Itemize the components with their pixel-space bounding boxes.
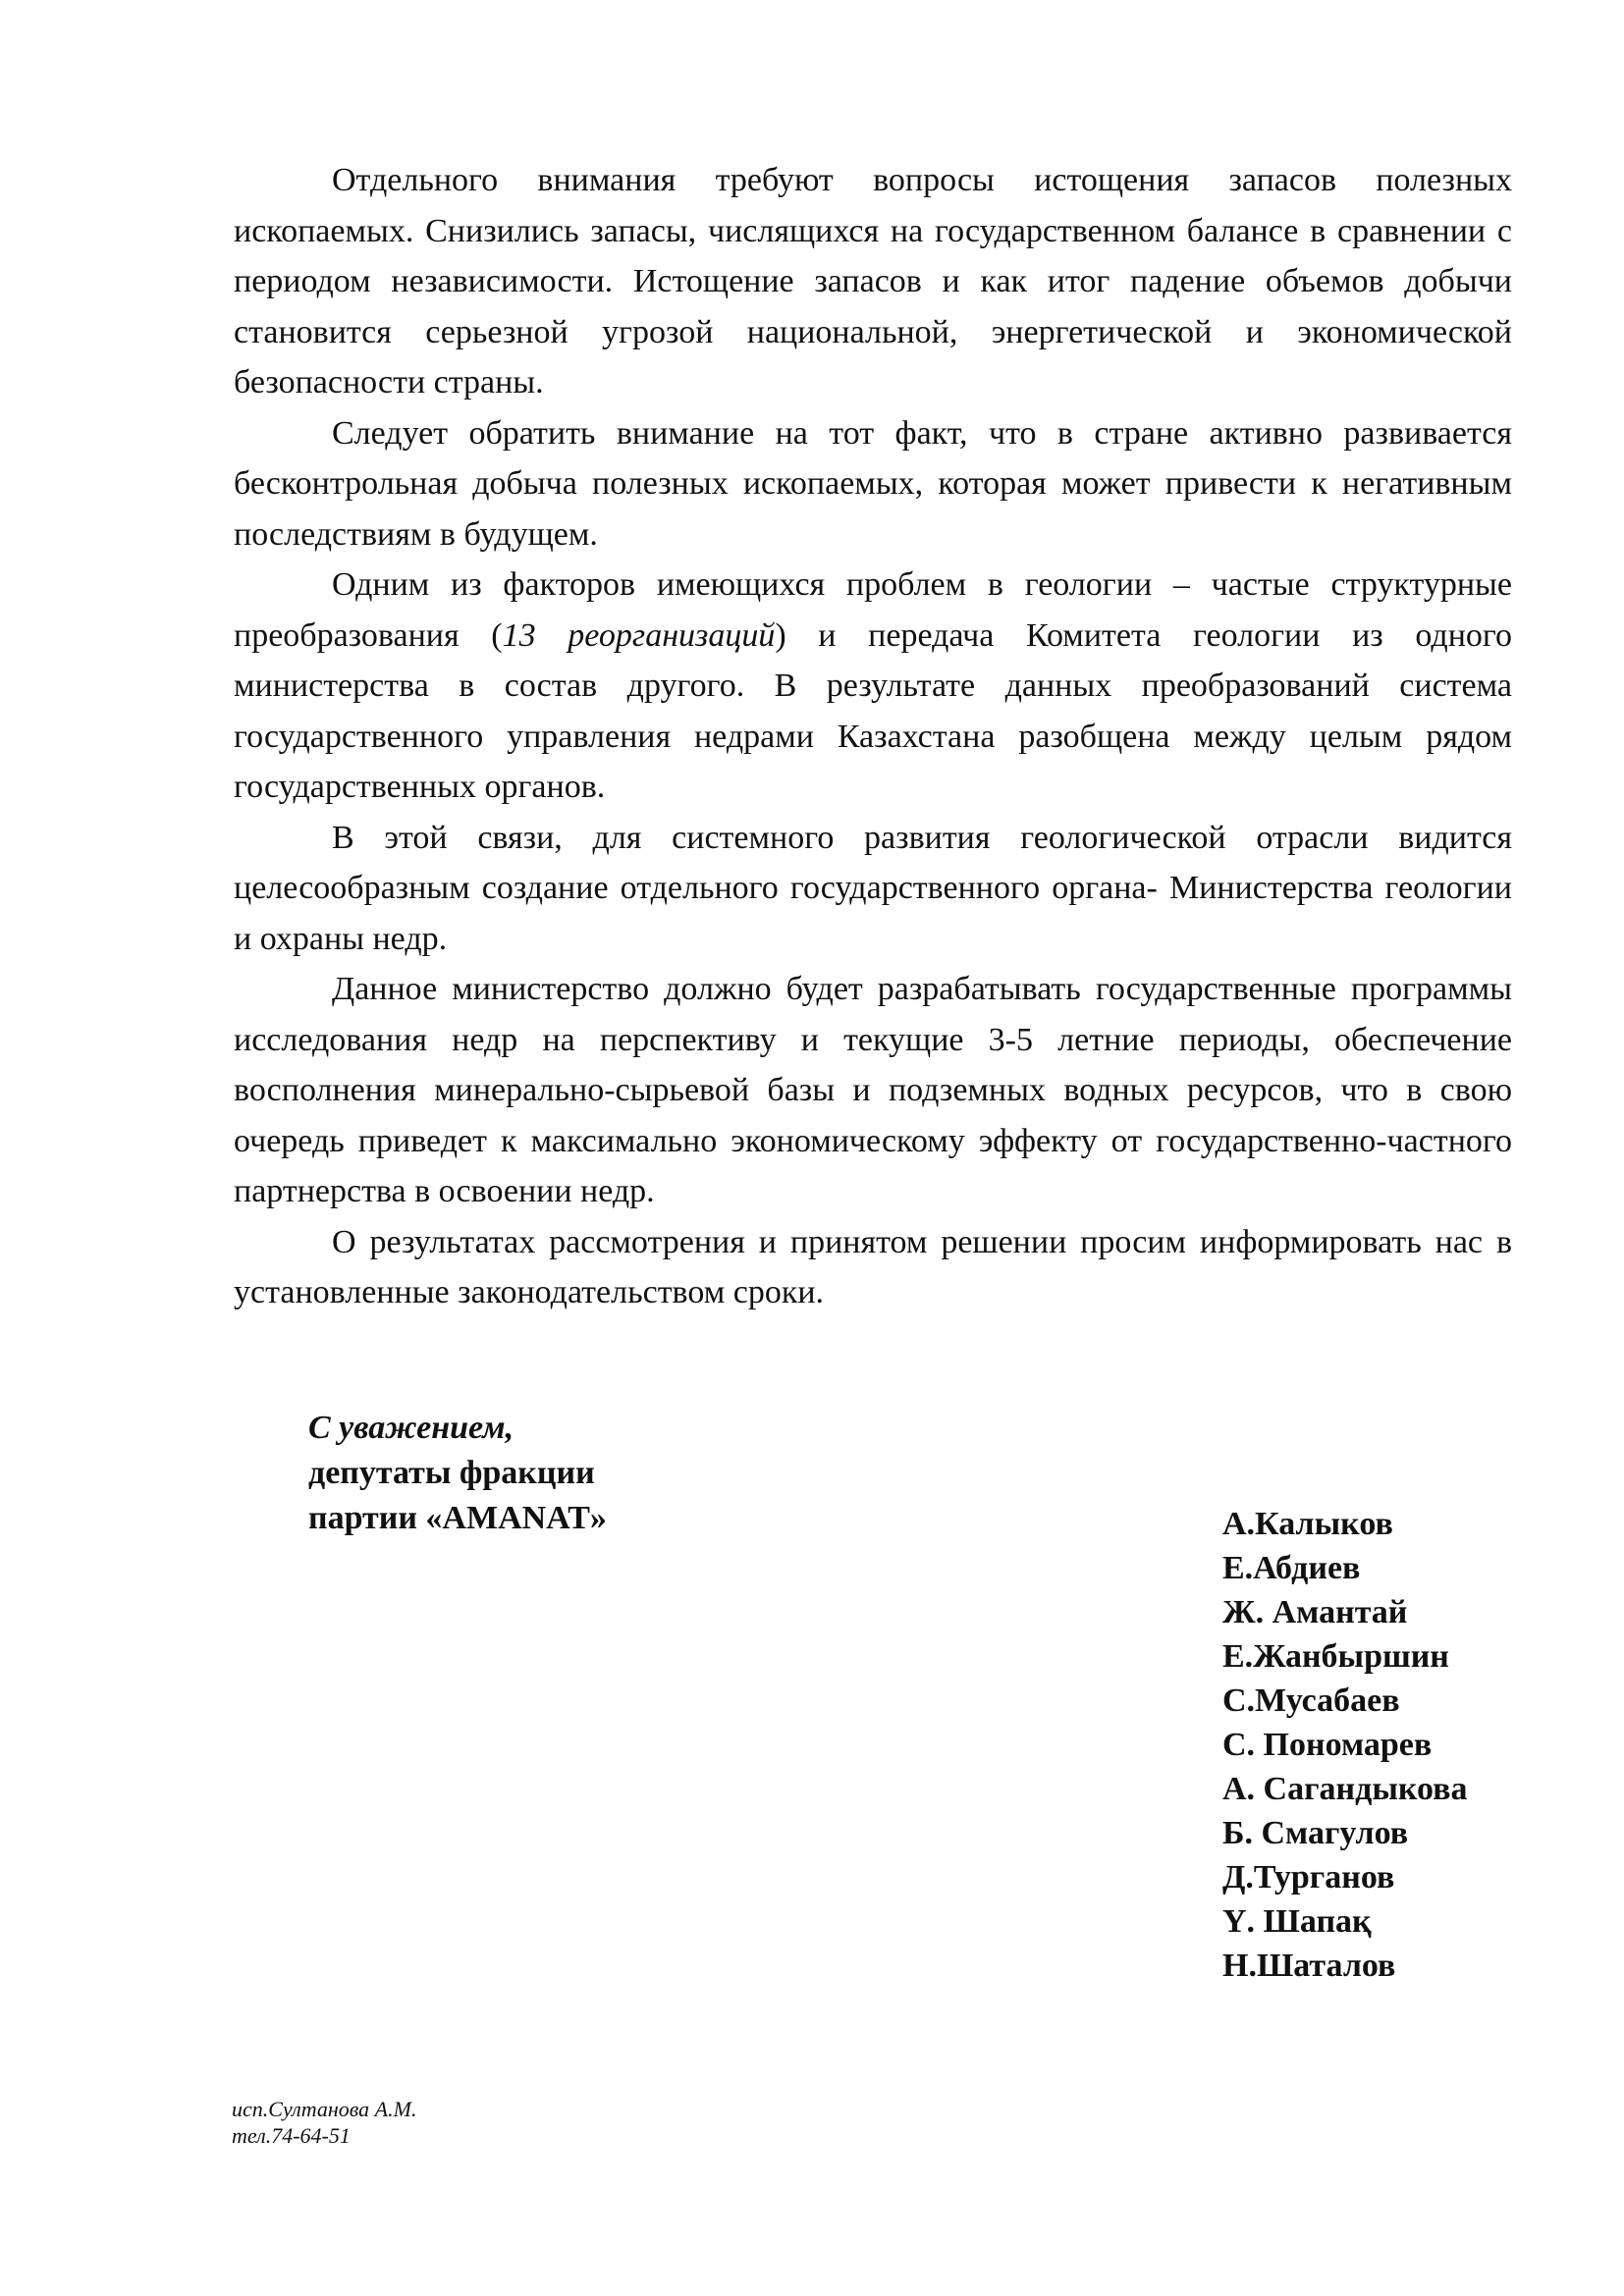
signatory-name: Б. Смагулов <box>1222 1815 1409 1851</box>
paragraph <box>234 560 1512 813</box>
signatory-name: Е.Жанбыршин <box>1222 1638 1449 1675</box>
paragraph <box>234 408 1512 561</box>
paragraph <box>234 813 1512 965</box>
executor-name: исп.Султанова А.М. <box>232 2097 417 2121</box>
signatory-name: Д.Турганов <box>1222 1859 1395 1896</box>
signatory-name: Ж. Амантай <box>1222 1594 1408 1630</box>
signatory-name: А. Сагандыкова <box>1222 1771 1468 1807</box>
paragraph <box>234 964 1512 1217</box>
paragraph <box>234 1217 1512 1318</box>
paragraph-text: О результатах рассмотрения и принятом решении просим информировать нас в установленные законодательством сроки. <box>234 1223 1512 1310</box>
paragraph <box>234 155 1512 408</box>
signatories-list <box>1222 1502 1468 1988</box>
signatory-name: Н.Шаталов <box>1222 1948 1396 1984</box>
closing-line: партии «AMANAT» <box>308 1500 607 1536</box>
closing-greeting: С уважением, <box>308 1410 514 1446</box>
paragraph-text: В этой связи, для системного развития геологической отрасли видится целесообразным создание отдельного государственного органа- Министерства геологии и охраны недр. <box>234 819 1512 957</box>
signatory-name: А.Калыков <box>1222 1506 1393 1542</box>
paragraph-text: Одним из факторов имеющихся проблем в геологии – частые структурные преобразования ( <box>234 566 1512 654</box>
paragraph-text: Отдельного внимания требуют вопросы истощения запасов полезных ископаемых. Снизились запасы, числящихся на государственном балансе в сравнении с периодом независимости. Истощение запасов и как итог падение объемов добычи становится серьезной угрозой национальной, энергетической и экономической безопасности страны. <box>234 162 1512 400</box>
signatory-name: С. Пономарев <box>1222 1727 1433 1763</box>
paragraph-text: Данное министерство должно будет разрабатывать государственные программы исследования недр на перспективу и текущие 3-5 летние периоды, обеспечение восполнения минерально-сырьевой базы и подземных водных ресурсов, что в свою очередь приведет к максимально экономическому эффекту от государственно-частного партнерства в освоении недр. <box>234 971 1512 1209</box>
paragraph-text: Следует обратить внимание на тот факт, что в стране активно развивается бесконтрольная добыча полезных ископаемых, которая может привести к негативным последствиям в будущем. <box>234 414 1512 553</box>
paragraph-italic-text: 13 реорганизаций <box>502 616 776 654</box>
letter-body <box>234 155 1512 1318</box>
executor-note <box>232 2096 416 2149</box>
signatory-name: С.Мусабаев <box>1222 1682 1400 1719</box>
signatory-name: Ү. Шапақ <box>1222 1903 1372 1940</box>
closing-block <box>308 1406 607 1541</box>
executor-phone: тел.74-64-51 <box>232 2123 351 2148</box>
closing-line: депутаты фракции <box>308 1455 595 1491</box>
paragraph-text: ) и передача Комитета геологии из одного министерства в состав другого. В результате данных преобразований система государственного управления недрами Казахстана разобщена между целым рядом государственных органов. <box>234 616 1512 805</box>
signatory-name: Е.Абдиев <box>1222 1550 1361 1586</box>
